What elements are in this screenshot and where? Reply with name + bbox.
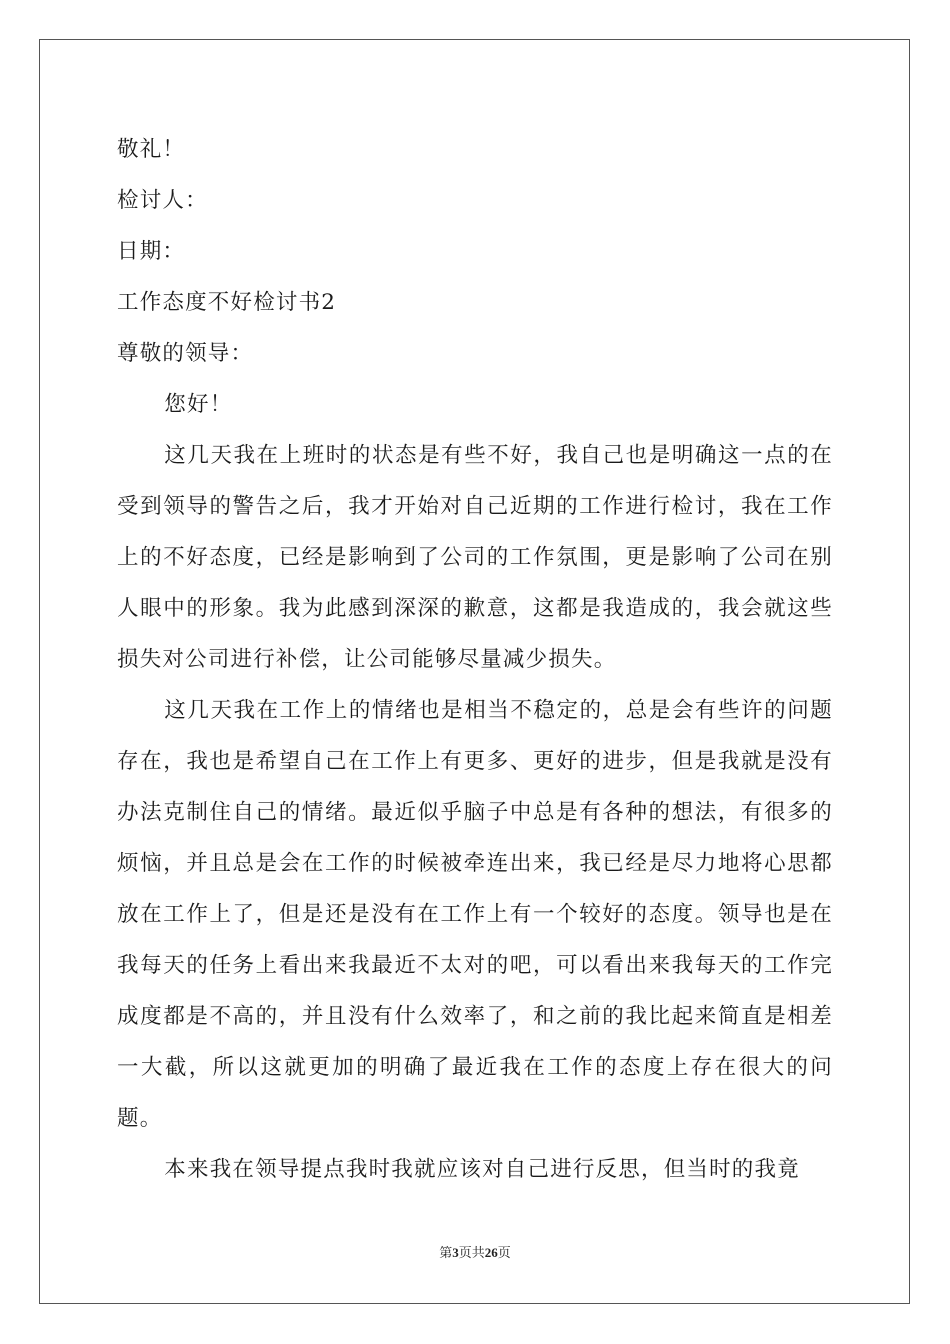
page-footer <box>0 1245 950 1261</box>
signer-label: 检讨人： <box>117 188 208 213</box>
greeting: 您好！ <box>164 392 233 417</box>
document-body <box>117 124 833 1195</box>
salutation: 尊敬的领导： <box>117 341 254 366</box>
page-total: 26 <box>484 1245 498 1260</box>
section-title: 工作态度不好检讨书2 <box>117 290 337 315</box>
paragraph-1: 这几天我在上班时的状态是有些不好，我自己也是明确这一点的在受到领导的警告之后，我才开始对自己近期的工作进行检讨，我在工作上的不好态度，已经是影响到了公司的工作氛围，更是影响了公司在别人眼中的形象。我为此感到深深的歉意，这都是我造成的，我会就这些损失对公司进行补偿，让公司能够尽量减少损失。 <box>117 443 833 672</box>
paragraph-3: 本来我在领导提点我时我就应该对自己进行反思，但当时的我竟 <box>164 1157 800 1182</box>
page-suffix: 页 <box>458 1245 472 1260</box>
page-current: 3 <box>452 1245 459 1260</box>
date-label: 日期： <box>117 239 186 264</box>
closing-line: 敬礼！ <box>117 137 186 162</box>
paragraph-2: 这几天我在工作上的情绪也是相当不稳定的，总是会有些许的问题存在，我也是希望自己在工作上有更多、更好的进步，但是我就是没有办法克制住自己的情绪。最近似乎脑子中总是有各种的想法，有很多的烦恼，并且总是会在工作的时候被牵连出来，我已经是尽力地将心思都放在工作上了，但是还是没有在工作上有一个较好的态度。领导也是在我每天的任务上看出来我最近不太对的吧，可以看出来我每天的工作完成度都是不高的，并且没有什么效率了，和之前的我比起来简直是相差一大截，所以这就更加的明确了最近我在工作的态度上存在很大的问题。 <box>117 698 833 1131</box>
page-prefix: 第 <box>439 1245 453 1260</box>
total-prefix: 共 <box>471 1245 485 1260</box>
total-suffix: 页 <box>497 1245 511 1260</box>
